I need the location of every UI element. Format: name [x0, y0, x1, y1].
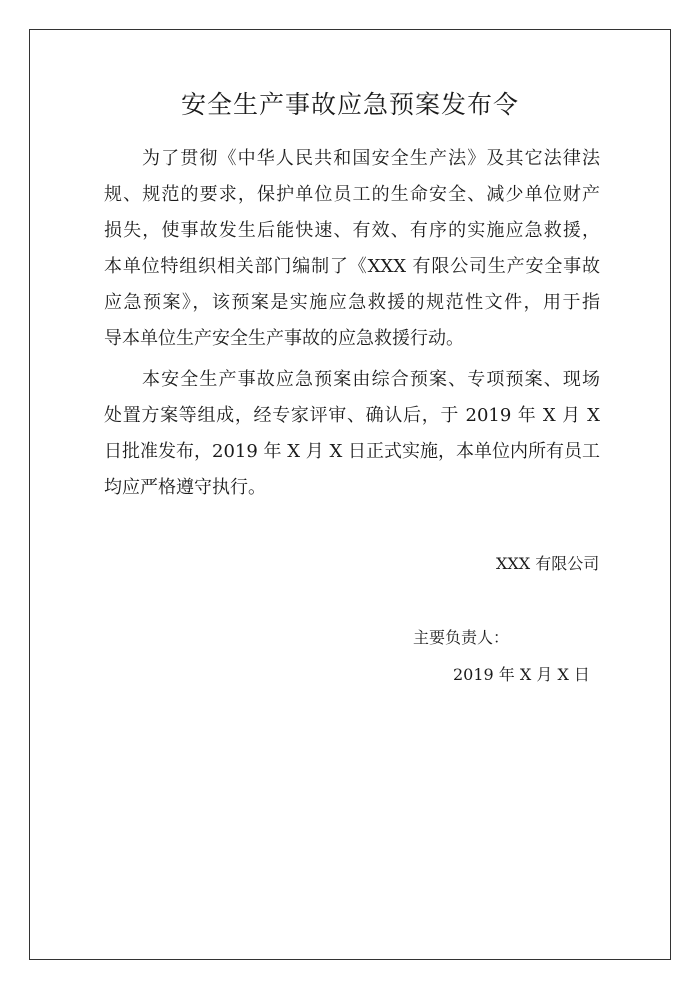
paragraph-line: 损失，使事故发生后能快速、有效、有序的实施应急救援，	[104, 220, 600, 241]
paragraph-line: 日批准发布，2019 年 X 月 X 日正式实施，本单位内所有员工	[104, 441, 601, 462]
paragraph-line: 为了贯彻《中华人民共和国安全生产法》及其它法律法	[142, 148, 600, 169]
issuing-company: XXX 有限公司	[496, 554, 600, 573]
paragraph-line: 本单位特组织相关部门编制了《XXX 有限公司生产安全事故	[104, 256, 600, 277]
responsible-person-label: 主要负责人：	[413, 628, 510, 647]
paragraph-line: 处置方案等组成，经专家评审、确认后，于 2019 年 X 月 X	[104, 405, 600, 426]
signature-date: 2019 年 X 月 X 日	[453, 665, 590, 684]
paragraph-line: 均应严格遵守执行。	[104, 477, 266, 498]
paragraph-composition	[104, 362, 600, 506]
paragraph-purpose	[104, 141, 600, 357]
document-title: 安全生产事故应急预案发布令	[180, 90, 519, 119]
paragraph-line: 规、规范的要求，保护单位员工的生命安全、减少单位财产	[104, 184, 600, 205]
paragraph-line: 导本单位生产安全生产事故的应急救援行动。	[104, 328, 464, 349]
paragraph-line: 应急预案》，该预案是实施应急救援的规范性文件，用于指	[104, 292, 600, 313]
paragraph-line: 本安全生产事故应急预案由综合预案、专项预案、现场	[142, 369, 600, 390]
